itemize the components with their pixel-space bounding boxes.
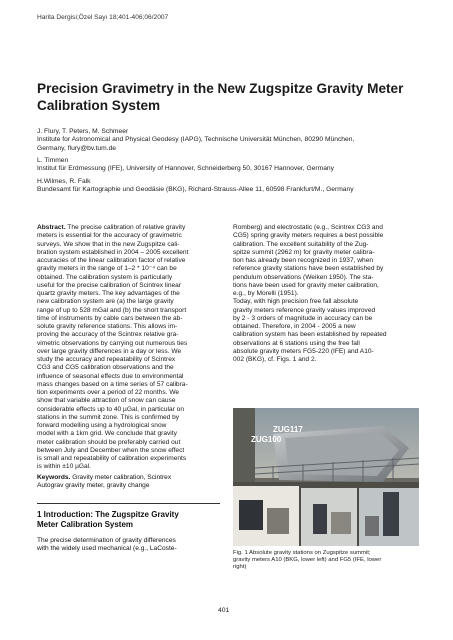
fg5-electronics <box>365 516 379 536</box>
figure-photo <box>233 408 419 546</box>
keywords-text: Gravity meter calibration, Scintrex <box>70 474 172 481</box>
a10-electronics <box>267 508 289 534</box>
section-divider <box>37 503 220 504</box>
abstract-line: influence of seasonal effects due to environmental <box>37 372 184 380</box>
abstract-line <box>37 224 220 232</box>
author-names: L. Timmen <box>37 157 69 164</box>
body-line: by 2 - 3 orders of magnitude in accuracy can be <box>233 314 373 322</box>
body-line: obtained. Therefore, in 2004 - 2005 a new <box>233 323 356 330</box>
abstract-line: solute gravity reference stations. This allows im- <box>37 323 178 330</box>
abstract-line: is within ±10 µGal. <box>37 463 91 471</box>
body-line: pendulum observations (Weiken 1950). The sta- <box>233 273 374 281</box>
body-line: gravity meters reference gravity values improved <box>233 306 376 314</box>
abstract-line: over large gravity differences in a day or less. We <box>37 347 182 355</box>
abstract-line: between July and December when the snow effect <box>37 446 185 454</box>
body-line: Today, with high precision free fall absolute <box>233 298 359 306</box>
affiliation-line: Institut für Erdmessung (IFE), University of Hannover, Schneiderberg 50, 30167 Hannover, Germany <box>37 165 334 173</box>
abstract-line: mass changes based on a time series of 57 calibra- <box>37 380 188 388</box>
section-heading-line: Meter Calibration System <box>37 520 134 529</box>
title-line: Calibration System <box>37 98 161 113</box>
abstract-line: forward modelling using a hydrological snow <box>37 422 167 429</box>
keywords-line: Autograv gravity meter, gravity change <box>37 482 150 490</box>
journal-header: Harita Dergisi;Özel Sayı 18;401-406;06/2007 <box>37 14 169 21</box>
abstract-line: new calibration system are (a) the large gravity <box>37 298 174 306</box>
abstract-line: surveys. We show that in the new Zugspitze cali- <box>37 240 180 248</box>
right-column-text <box>233 224 419 364</box>
building-facade <box>285 432 399 476</box>
author-block-ife <box>37 157 422 174</box>
label-zug117: ZUG117 <box>273 425 303 434</box>
abstract-line: time of instruments by cable cars between the ab- <box>37 314 183 322</box>
affiliation-line: Bundesamt für Kartographie und Geodäsie (BKG), Richard-Strauss-Allee 11, 60598 Frankfurt/M., Germany <box>37 186 354 194</box>
affiliation-line: Institute for Astronomical and Physical Geodesy (IAPG), Technische Universität München, 80290 München, <box>37 136 355 144</box>
author-block-iapg <box>37 128 422 153</box>
abstract-line: considerable effects up to 40 µGal, in particular on <box>37 405 184 413</box>
body-line: calibration system has been established by repeated <box>233 331 387 339</box>
abstract-line: obtained. The calibration system is particularly <box>37 273 173 281</box>
body-line: 002 (BKG), cf. Figs. 1 and 2. <box>233 356 317 363</box>
abstract-line: show that variable attraction of snow can cause <box>37 397 176 405</box>
a10-instrument <box>239 500 263 530</box>
abstract-line: meters is essential for the accuracy of gravimetric <box>37 232 182 240</box>
title-line: Precision Gravimetry in the New Zugspitze Gravity Meter <box>37 81 404 96</box>
body-line: tions have been used for gravity meter calibration, <box>233 281 379 289</box>
body-line: calibration. The excellent suitability of the Zug- <box>233 240 369 248</box>
body-line: CG5) spring gravity meters requires a best possible <box>233 232 384 240</box>
abstract-line: proving the accuracy of the Scintrex relative gra- <box>37 331 179 339</box>
abstract-line: model with a 1km grid. We conclude that gravity <box>37 430 177 438</box>
abstract-line: useful for the precise calibration of Scintrex linear <box>37 281 182 289</box>
abstract-line: stations in the summit zone. This is confirmed by <box>37 413 180 421</box>
abstract-line: gravity meters in the range of 1–2 * 10⁻⁴ can be <box>37 265 177 273</box>
paper-title <box>37 80 417 114</box>
author-names: J. Flury, T. Peters, M. Schmeer <box>37 128 129 135</box>
abstract-line: vimetric observations by carrying out numerous ties <box>37 339 188 347</box>
body-line: absolute gravity meters FG5-220 (IFE) and A10- <box>233 347 374 355</box>
keywords-label: Keywords. <box>37 474 71 481</box>
section-heading <box>37 510 220 530</box>
keywords <box>37 474 220 491</box>
case-mid <box>331 512 351 534</box>
body-line: reference gravity stations have been established by <box>233 265 384 273</box>
intro-text <box>37 537 220 554</box>
abstract-line: CG3 and CG5 calibration observations and the <box>37 364 174 372</box>
keywords-line <box>37 474 220 482</box>
abstract-label: Abstract. <box>37 224 66 231</box>
label-zug100: ZUG100 <box>251 435 282 444</box>
abstract-line: bration system established in 2004 – 2005 excellent <box>37 248 189 256</box>
abstract-line: tion experiments over a period of 22 months. We <box>37 389 180 396</box>
abstract-line: is small and repeatability of calibration experiments <box>37 455 187 462</box>
body-line: e.g., by Morelli (1951). <box>233 290 299 297</box>
abstract-line: range of up to 528 mGal and (b) the short transport <box>37 306 187 314</box>
author-names: H.Wilmes, R. Falk <box>37 178 91 185</box>
abstract-line: meter calibration should be preferably carried out <box>37 438 181 446</box>
fg5-instrument <box>383 492 399 536</box>
author-block-bkg <box>37 178 422 195</box>
body-line: tion has already been recognized in 1937, when <box>233 257 374 264</box>
affiliation-line: Germany, flury@bv.tum.de <box>37 144 117 152</box>
abstract-line: study the accuracy and repeatability of Scintrex <box>37 356 176 363</box>
body-line: spitze summit (2962 m) for gravity meter calibra- <box>233 248 375 256</box>
abstract-line: accuracies of the linear calibration factor of relative <box>37 257 186 264</box>
abstract-line: quartz gravity meters. The key advantages of the <box>37 290 180 297</box>
figure-caption <box>233 550 419 572</box>
caption-line: right) <box>233 564 247 571</box>
abstract-line-text: The precise calibration of relative gravity <box>65 224 186 231</box>
caption-line: Fig. 1 Absolute gravity stations on Zugspitze summit; <box>233 550 371 556</box>
intro-line: The precise determination of gravity differences <box>37 537 176 544</box>
station-photo-illustration <box>233 408 419 546</box>
caption-line: gravity meters A10 (BKG, lower left) and FG5 (IFE, lower <box>233 557 382 564</box>
abstract <box>37 224 220 472</box>
rock-wall <box>233 408 255 488</box>
intro-line: with the widely used mechanical (e.g., LaCoste- <box>37 545 177 553</box>
instrument-mid <box>313 504 327 534</box>
page-number: 401 <box>218 607 230 614</box>
body-line: Romberg) and electrostatic (e.g., Scintrex CG3 and <box>233 224 383 231</box>
section-heading-line: 1 Introduction: The Zugspitze Gravity <box>37 510 179 519</box>
body-line: observations at 6 stations using the free fall <box>233 339 360 347</box>
